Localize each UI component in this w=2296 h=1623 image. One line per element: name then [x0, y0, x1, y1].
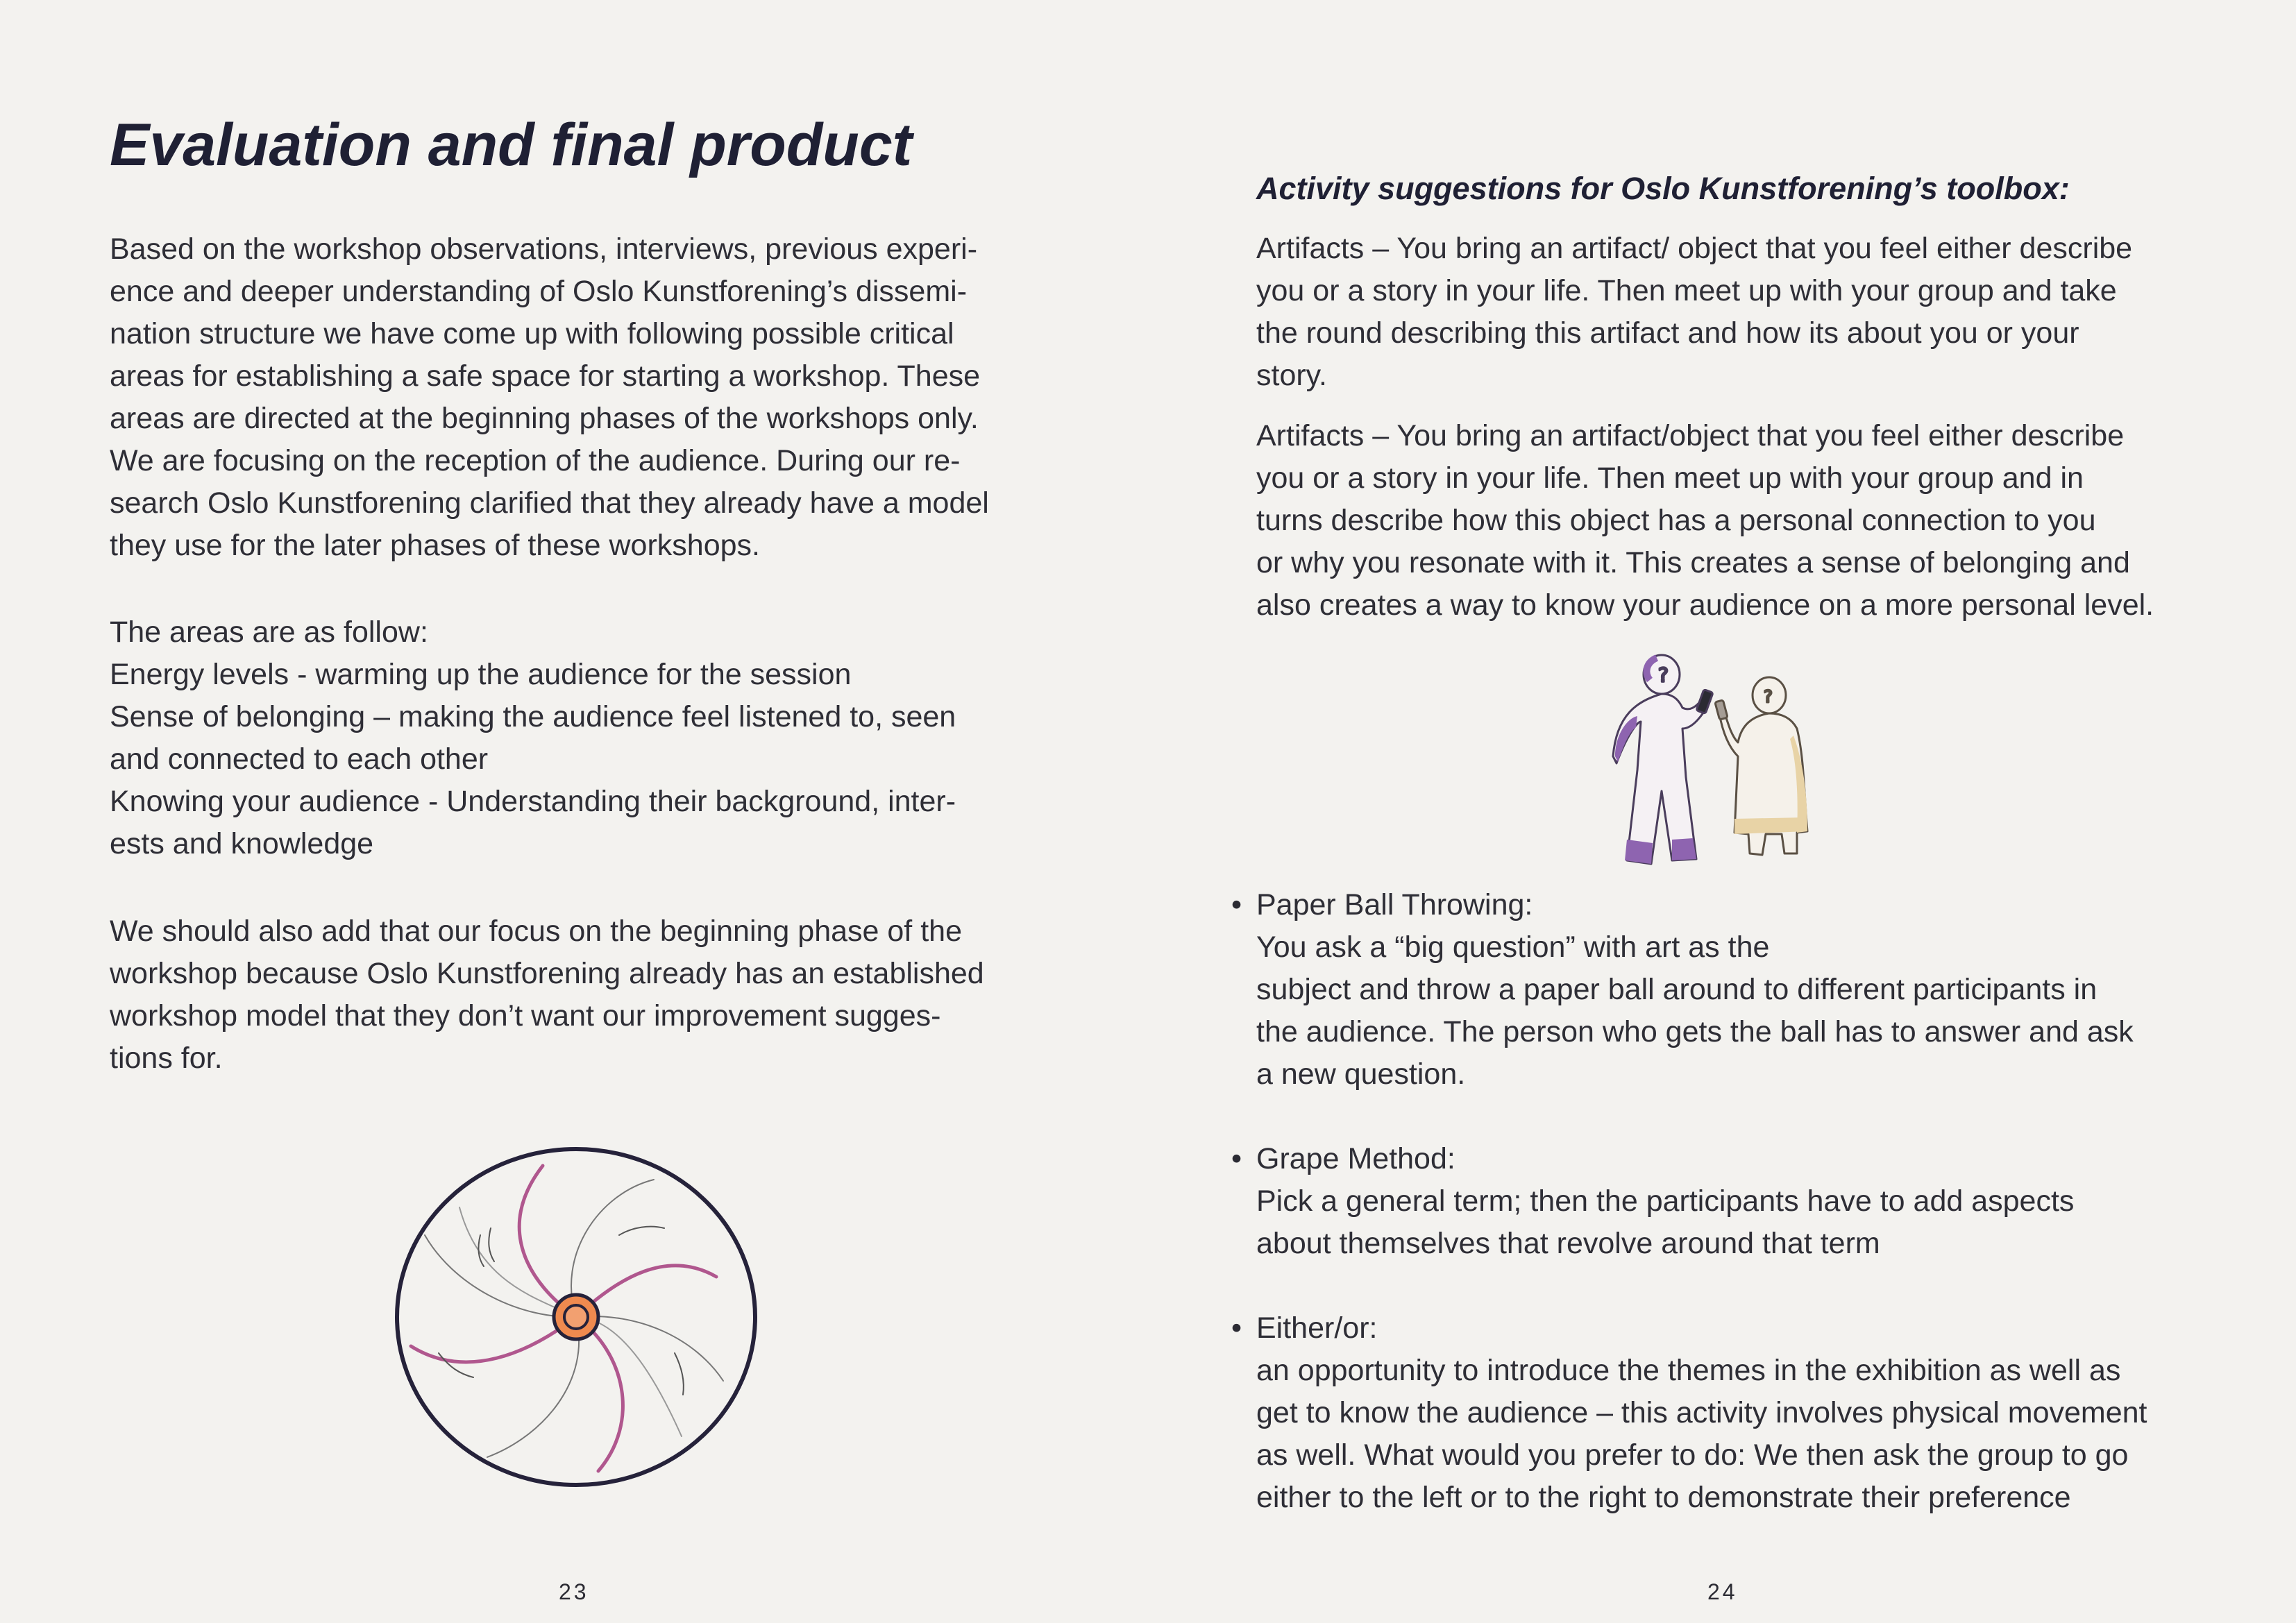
text-line: We should also add that our focus on the beginning phase of the — [110, 915, 962, 948]
right-page — [1148, 0, 2296, 1623]
text-line: nation structure we have come up with following possible critical — [110, 317, 954, 350]
bullet-grape-method — [1231, 1138, 2272, 1265]
text-line: Either/or: — [1256, 1311, 1378, 1345]
page-title: Evaluation and final product — [110, 112, 913, 178]
page-number: 24 — [1707, 1579, 1738, 1604]
text-line: search Oslo Kunstforening clarified that they already have a model — [110, 486, 989, 520]
bullet-dot: • — [1231, 888, 1242, 921]
text-line: We are focusing on the reception of the audience. During our re- — [110, 444, 961, 477]
text-line: they use for the later phases of these workshops. — [110, 529, 760, 562]
text-line: a new question. — [1256, 1057, 1466, 1091]
text-line: workshop because Oslo Kunstforening already has an established — [110, 957, 984, 990]
text-line: areas for establishing a safe space for starting a workshop. These — [110, 359, 981, 393]
text-line: Artifacts – You bring an artifact/object that you feel either describe — [1256, 419, 2125, 452]
text-line: you or a story in your life. Then meet up with your group and take — [1256, 274, 2117, 307]
text-line: either to the left or to the right to demonstrate their preference — [1256, 1481, 2071, 1514]
focus-paragraph — [110, 910, 984, 1080]
text-line: The areas are as follow: — [110, 615, 428, 649]
text-line: workshop model that they don’t want our improvement sugges- — [110, 999, 941, 1033]
bullet-paper-ball-throwing — [1231, 884, 2272, 1096]
svg-text:?: ? — [1658, 663, 1669, 686]
artifacts-paragraph-1 — [1256, 228, 2132, 397]
text-line: and connected to each other — [110, 742, 489, 776]
areas-paragraph — [110, 611, 956, 865]
bullet-dot: • — [1231, 1142, 1242, 1175]
bullet-text — [1231, 1307, 2272, 1519]
text-line: Artifacts – You bring an artifact/ object that you feel either describe — [1256, 232, 2133, 265]
text-line: turns describe how this object has a personal connection to you — [1256, 504, 2096, 537]
people-with-phones-illustration — [1596, 652, 1839, 874]
artifacts-paragraph-2 — [1256, 415, 2154, 627]
swirl-illustration — [390, 1145, 758, 1492]
text-line: Energy levels - warming up the audience for the session — [110, 658, 852, 691]
text-line: Grape Method: — [1256, 1142, 1455, 1175]
text-line: the audience. The person who gets the ball has to answer and ask — [1256, 1015, 2134, 1048]
text-line: areas are directed at the beginning phases of the workshops only. — [110, 402, 979, 435]
text-line: subject and throw a paper ball around to different participants in — [1256, 973, 2097, 1006]
text-line: story. — [1256, 359, 1327, 392]
text-line: an opportunity to introduce the themes in the exhibition as well as — [1256, 1354, 2121, 1387]
text-line: Paper Ball Throwing: — [1256, 888, 1533, 921]
text-line: get to know the audience – this activity involves physical movement — [1256, 1396, 2147, 1429]
text-line: or why you resonate with it. This creates a sense of belonging and — [1256, 546, 2130, 579]
bullet-text — [1231, 884, 2272, 1096]
text-line: also creates a way to know your audience on a more personal level. — [1256, 588, 2154, 622]
text-line: Pick a general term; then the participants have to add aspects — [1256, 1184, 2075, 1218]
text-line: ence and deeper understanding of Oslo Kunstforening’s dissemi- — [110, 275, 968, 308]
svg-text:?: ? — [1764, 687, 1773, 706]
text-line: tions for. — [110, 1042, 223, 1075]
text-line: Sense of belonging – making the audience feel listened to, seen — [110, 700, 956, 733]
page-number: 23 — [559, 1579, 589, 1604]
text-line: as well. What would you prefer to do: We then ask the group to go — [1256, 1438, 2129, 1472]
text-line: Knowing your audience - Understanding their background, inter- — [110, 785, 956, 818]
bullet-dot: • — [1231, 1311, 1242, 1345]
text-line: You ask a “big question” with art as the — [1256, 931, 1770, 964]
intro-paragraph — [110, 228, 989, 567]
text-line: about themselves that revolve around that term — [1256, 1227, 1880, 1260]
text-line: the round describing this artifact and how its about you or your — [1256, 316, 2079, 350]
bullet-either-or — [1231, 1307, 2272, 1519]
section-subheading: Activity suggestions for Oslo Kunstforening’s toolbox: — [1256, 171, 2070, 206]
text-line: ests and knowledge — [110, 827, 374, 860]
text-line: Based on the workshop observations, interviews, previous experi- — [110, 232, 978, 266]
bullet-text — [1231, 1138, 2272, 1265]
text-line: you or a story in your life. Then meet up with your group and in — [1256, 461, 2084, 495]
